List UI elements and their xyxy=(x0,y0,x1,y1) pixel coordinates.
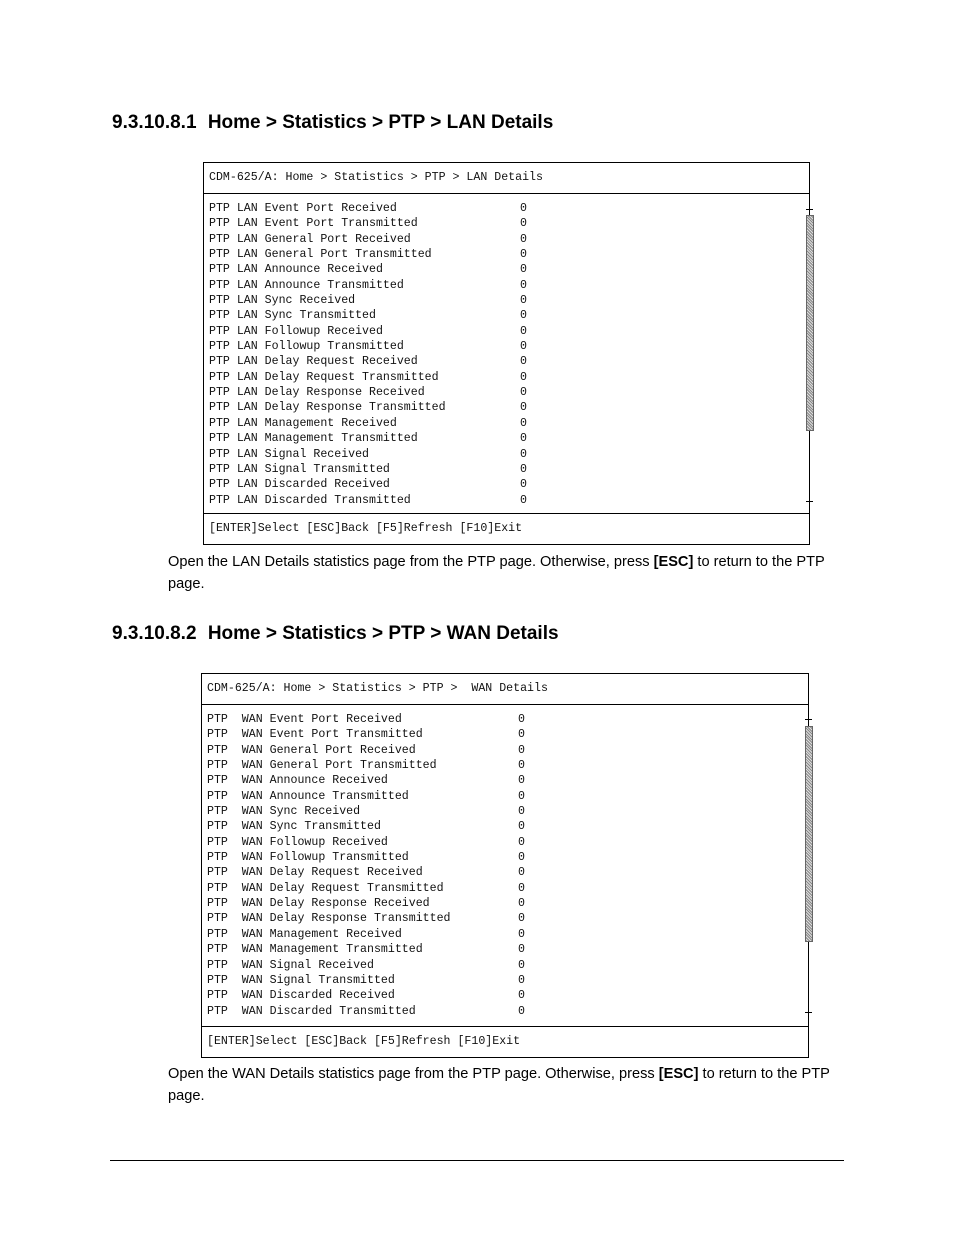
stat-value: 0 xyxy=(520,355,527,369)
stat-label: PTP WAN Sync Received xyxy=(207,805,361,819)
stat-label: PTP WAN Announce Received xyxy=(207,774,388,788)
stat-label: PTP WAN Event Port Received xyxy=(207,713,402,726)
stat-row xyxy=(209,462,529,477)
stat-value: 0 xyxy=(520,248,527,262)
stat-value: 0 xyxy=(518,943,525,957)
stat-value: 0 xyxy=(518,835,525,849)
stat-row xyxy=(209,493,529,508)
stat-label: PTP WAN Discarded Transmitted xyxy=(207,1004,416,1018)
stat-row xyxy=(207,804,527,819)
stat-value: 0 xyxy=(520,294,527,308)
stat-row xyxy=(207,1004,527,1019)
stat-value: 0 xyxy=(518,912,525,926)
stat-value: 0 xyxy=(520,202,527,215)
stat-label: PTP WAN Signal Received xyxy=(207,958,374,972)
stat-value: 0 xyxy=(518,958,525,972)
paragraph-text: to return to the PTP page. xyxy=(168,554,825,592)
stat-row xyxy=(207,758,527,773)
footer-rule xyxy=(110,1160,844,1161)
stat-label: PTP LAN Delay Response Received xyxy=(209,386,425,400)
terminal-title: CDM-625/A: Home > Statistics > PTP > WAN Details xyxy=(202,674,808,705)
stat-label: PTP LAN Discarded Transmitted xyxy=(209,493,411,507)
stat-value: 0 xyxy=(518,881,525,895)
stat-value: 0 xyxy=(518,820,525,834)
scrollbar[interactable] xyxy=(804,719,814,1013)
stat-value: 0 xyxy=(520,432,527,446)
stat-row xyxy=(209,308,529,323)
scrollbar-top-cap xyxy=(806,209,813,210)
stat-row xyxy=(209,216,529,231)
stat-label: PTP LAN Delay Request Received xyxy=(209,355,418,369)
stat-label: PTP WAN Management Transmitted xyxy=(207,943,423,957)
stat-value: 0 xyxy=(520,217,527,231)
stat-value: 0 xyxy=(518,1004,525,1018)
stat-label: PTP LAN Management Received xyxy=(209,416,397,430)
stat-row xyxy=(209,247,529,262)
section-heading-lan xyxy=(112,111,553,135)
stat-label: PTP LAN Signal Received xyxy=(209,447,370,461)
stat-row xyxy=(207,958,527,973)
stat-value: 0 xyxy=(520,263,527,277)
stat-row xyxy=(207,881,527,896)
stat-row xyxy=(207,865,527,880)
stat-label: PTP LAN General Port Transmitted xyxy=(209,248,432,262)
stat-row xyxy=(209,416,529,431)
section-heading-wan xyxy=(112,622,559,646)
stat-row xyxy=(207,911,527,926)
section-title: Home > Statistics > PTP > WAN Details xyxy=(207,623,559,644)
stat-row xyxy=(209,431,529,446)
stat-row xyxy=(207,743,527,758)
stat-label: PTP WAN Delay Request Transmitted xyxy=(207,881,444,895)
stat-row xyxy=(209,477,529,492)
stat-value: 0 xyxy=(520,462,527,476)
description-paragraph-lan xyxy=(168,552,848,595)
paragraph-text: to return to the PTP page. xyxy=(168,1066,830,1104)
stat-row xyxy=(209,339,529,354)
stat-value: 0 xyxy=(520,232,527,246)
stat-value: 0 xyxy=(518,759,525,773)
stat-row xyxy=(207,789,527,804)
stat-value: 0 xyxy=(518,989,525,1003)
stat-label: PTP LAN Event Port Received xyxy=(209,202,397,215)
stat-row xyxy=(209,201,529,216)
paragraph-text: Open the WAN Details statistics page from the PTP page. Otherwise, press xyxy=(168,1066,659,1082)
stat-value: 0 xyxy=(520,370,527,384)
stat-value: 0 xyxy=(518,789,525,803)
stat-value: 0 xyxy=(520,386,527,400)
stat-value: 0 xyxy=(520,493,527,507)
stat-label: PTP LAN Sync Transmitted xyxy=(209,309,376,323)
section-number: 9.3.10.8.2 xyxy=(112,623,197,644)
stat-label: PTP WAN Event Port Transmitted xyxy=(207,728,423,742)
stat-label: PTP LAN Announce Received xyxy=(209,263,383,277)
stat-value: 0 xyxy=(518,743,525,757)
paragraph-text: Open the LAN Details statistics page from the PTP page. Otherwise, press xyxy=(168,554,654,570)
terminal-key-help: [ENTER]Select [ESC]Back [F5]Refresh [F10]Exit xyxy=(204,513,809,545)
scrollbar-bottom-cap xyxy=(806,501,813,502)
stat-row xyxy=(207,927,527,942)
stat-value: 0 xyxy=(518,851,525,865)
stat-value: 0 xyxy=(518,866,525,880)
stat-value: 0 xyxy=(518,805,525,819)
stat-row xyxy=(207,773,527,788)
terminal-key-help: [ENTER]Select [ESC]Back [F5]Refresh [F10]Exit xyxy=(202,1026,808,1058)
stat-value: 0 xyxy=(520,478,527,492)
stat-value: 0 xyxy=(518,973,525,987)
stat-value: 0 xyxy=(520,447,527,461)
stat-label: PTP WAN Delay Response Received xyxy=(207,897,430,911)
stat-label: PTP WAN Sync Transmitted xyxy=(207,820,381,834)
stat-label: PTP LAN Delay Response Transmitted xyxy=(209,401,446,415)
stat-row xyxy=(209,354,529,369)
stat-label: PTP LAN Sync Received xyxy=(209,294,356,308)
stat-value: 0 xyxy=(520,278,527,292)
stat-row xyxy=(209,278,529,293)
stat-label: PTP LAN Delay Request Transmitted xyxy=(209,370,439,384)
section-title: Home > Statistics > PTP > LAN Details xyxy=(207,112,554,133)
stat-row xyxy=(209,400,529,415)
statistics-list xyxy=(207,712,527,1019)
section-number: 9.3.10.8.1 xyxy=(112,112,197,133)
stat-row xyxy=(207,988,527,1003)
stat-value: 0 xyxy=(518,927,525,941)
stat-label: PTP LAN Announce Transmitted xyxy=(209,278,404,292)
stat-value: 0 xyxy=(520,401,527,415)
stat-row xyxy=(209,324,529,339)
stat-value: 0 xyxy=(520,324,527,338)
statistics-list xyxy=(209,201,529,508)
stat-label: PTP WAN Delay Request Received xyxy=(207,866,423,880)
terminal-window-lan xyxy=(203,162,810,545)
scrollbar-thumb[interactable] xyxy=(806,215,814,431)
stat-label: PTP WAN General Port Received xyxy=(207,743,416,757)
scrollbar-thumb[interactable] xyxy=(805,726,813,942)
stat-value: 0 xyxy=(520,340,527,354)
stat-label: PTP LAN General Port Received xyxy=(209,232,411,246)
stat-label: PTP WAN Announce Transmitted xyxy=(207,789,409,803)
stat-row xyxy=(207,819,527,834)
stat-label: PTP WAN Management Received xyxy=(207,927,402,941)
stat-row xyxy=(209,262,529,277)
stat-value: 0 xyxy=(520,416,527,430)
stat-row xyxy=(207,896,527,911)
stat-label: PTP WAN Discarded Received xyxy=(207,989,395,1003)
esc-key-label: [ESC] xyxy=(653,554,694,570)
stat-label: PTP LAN Event Port Transmitted xyxy=(209,217,418,231)
stat-label: PTP WAN Followup Transmitted xyxy=(207,851,409,865)
stat-row xyxy=(207,942,527,957)
stat-label: PTP LAN Followup Transmitted xyxy=(209,340,404,354)
stat-value: 0 xyxy=(518,897,525,911)
stat-label: PTP WAN Followup Received xyxy=(207,835,388,849)
scrollbar-top-cap xyxy=(805,719,812,720)
stat-row xyxy=(209,293,529,308)
stat-label: PTP WAN Signal Transmitted xyxy=(207,973,395,987)
stat-value: 0 xyxy=(518,728,525,742)
stat-row xyxy=(209,370,529,385)
description-paragraph-wan xyxy=(168,1064,848,1107)
scrollbar[interactable] xyxy=(805,209,815,502)
stat-row xyxy=(207,973,527,988)
stat-label: PTP WAN Delay Response Transmitted xyxy=(207,912,451,926)
stat-label: PTP LAN Followup Received xyxy=(209,324,383,338)
stat-label: PTP LAN Management Transmitted xyxy=(209,432,418,446)
stat-row xyxy=(207,712,527,727)
stat-value: 0 xyxy=(518,713,525,726)
stat-row xyxy=(207,727,527,742)
stat-label: PTP WAN General Port Transmitted xyxy=(207,759,437,773)
terminal-title: CDM-625/A: Home > Statistics > PTP > LAN Details xyxy=(204,163,809,194)
stat-row xyxy=(209,385,529,400)
stat-value: 0 xyxy=(518,774,525,788)
stat-value: 0 xyxy=(520,309,527,323)
stat-row xyxy=(209,447,529,462)
stat-label: PTP LAN Signal Transmitted xyxy=(209,462,390,476)
stat-row xyxy=(207,835,527,850)
esc-key-label: [ESC] xyxy=(658,1066,699,1082)
stat-label: PTP LAN Discarded Received xyxy=(209,478,390,492)
stat-row xyxy=(207,850,527,865)
terminal-window-wan xyxy=(201,673,809,1058)
scrollbar-bottom-cap xyxy=(805,1012,812,1013)
stat-row xyxy=(209,232,529,247)
